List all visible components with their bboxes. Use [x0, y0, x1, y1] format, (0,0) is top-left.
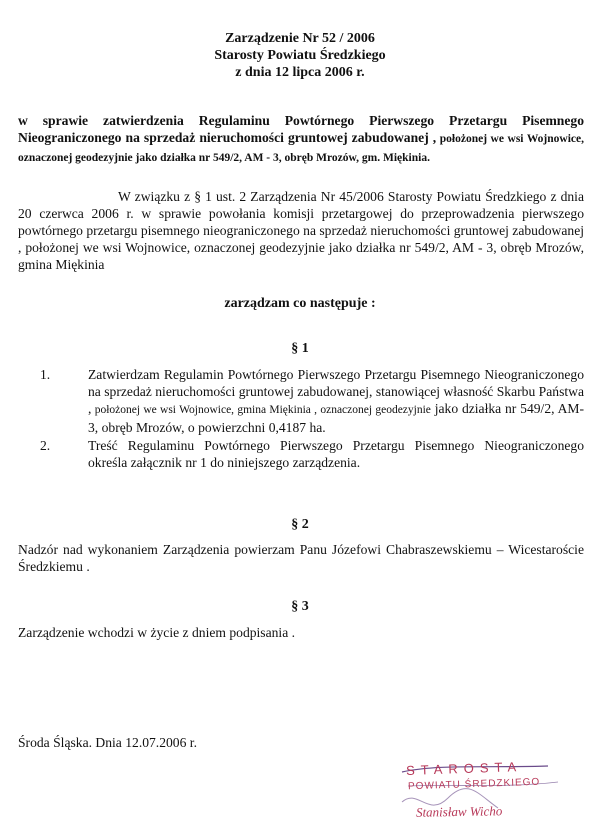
stamp-title: STAROSTA [405, 758, 523, 779]
subject-location: położonej we wsi Wojnowice, oznaczonej geodezyjnie jako działka nr 549/2, AM - 3, obręb Mrozów, gm. Miękinia. [18, 133, 584, 164]
decree-statement: zarządzam co następuje : [224, 296, 376, 311]
item-1-parcel: jako działka nr 549/2, AM-3, obręb Mrozów, o powierzchni 0,4187 ha. [88, 401, 585, 435]
header-issuer: Starosty Powiatu Średzkiego [214, 48, 386, 63]
header-title: Zarządzenie Nr 52 / 2006 [225, 31, 375, 46]
list-item [40, 437, 584, 471]
section-2-text: Nadzór nad wykonaniem Zarządzenia powierzam Panu Józefowi Chabraszewskiemu – Wicestaroście Średzkiemu . [18, 542, 584, 574]
list-item-number: 2. [40, 438, 51, 453]
preamble: W związku z § 1 ust. 2 Zarządzenia Nr 45/2006 Starosty Powiatu Średzkiego z dnia 20 czerwca 2006 r. w sprawie powołania komisji przetargowej do przeprowadzenia pierwszego powtórnego przetargu pisemnego nieograniczonego na sprzedaż nieruchomości gruntowej zabudowanej , położonej we wsi Wojnowice, oznaczonej geodezyjnie jako działka nr 549/2, AM - 3, obręb Mrozów, gmina Miękinia [18, 189, 584, 272]
item-1-text: Zatwierdzam Regulamin Powtórnego Pierwszego Przetargu Pisemnego Nieograniczonego na sprzedaż nieruchomości gruntowej zabudowanej, stanowiącej własność Skarbu Państwa , [88, 367, 584, 416]
list-item-number: 1. [40, 367, 51, 382]
list-item [40, 366, 585, 436]
official-stamp [398, 758, 588, 830]
section-1-heading: § 1 [291, 341, 309, 356]
section-2-heading: § 2 [291, 517, 309, 532]
section-3-heading: § 3 [291, 599, 309, 614]
item-1-location: położonej we wsi Wojnowice, gmina Miękinia , oznaczonej geodezyjnie [91, 404, 431, 416]
place-and-date: Środa Śląska. Dnia 12.07.2006 r. [18, 735, 197, 750]
item-2-text: Treść Regulaminu Powtórnego Pierwszego Przetargu Pisemnego Nieograniczonego określa załącznik nr 1 do niniejszego zarządzenia. [88, 438, 584, 470]
section-1-list [18, 366, 584, 472]
section-3-text: Zarządzenie wchodzi w życie z dniem podpisania . [18, 625, 296, 640]
header-date: z dnia 12 lipca 2006 r. [235, 65, 365, 80]
subject-main: w sprawie zatwierdzenia Regulaminu Powtórnego Pierwszego Przetargu Pisemnego Nieograniczonego na sprzedaż nieruchomości gruntowej zabudowanej , [18, 113, 584, 145]
document-subject [18, 112, 584, 167]
document-header [0, 30, 600, 81]
stamp-subtitle: POWIATU ŚREDZKIEGO [407, 776, 541, 793]
stamp-signature-name: Stanisław Wicho [415, 803, 503, 820]
